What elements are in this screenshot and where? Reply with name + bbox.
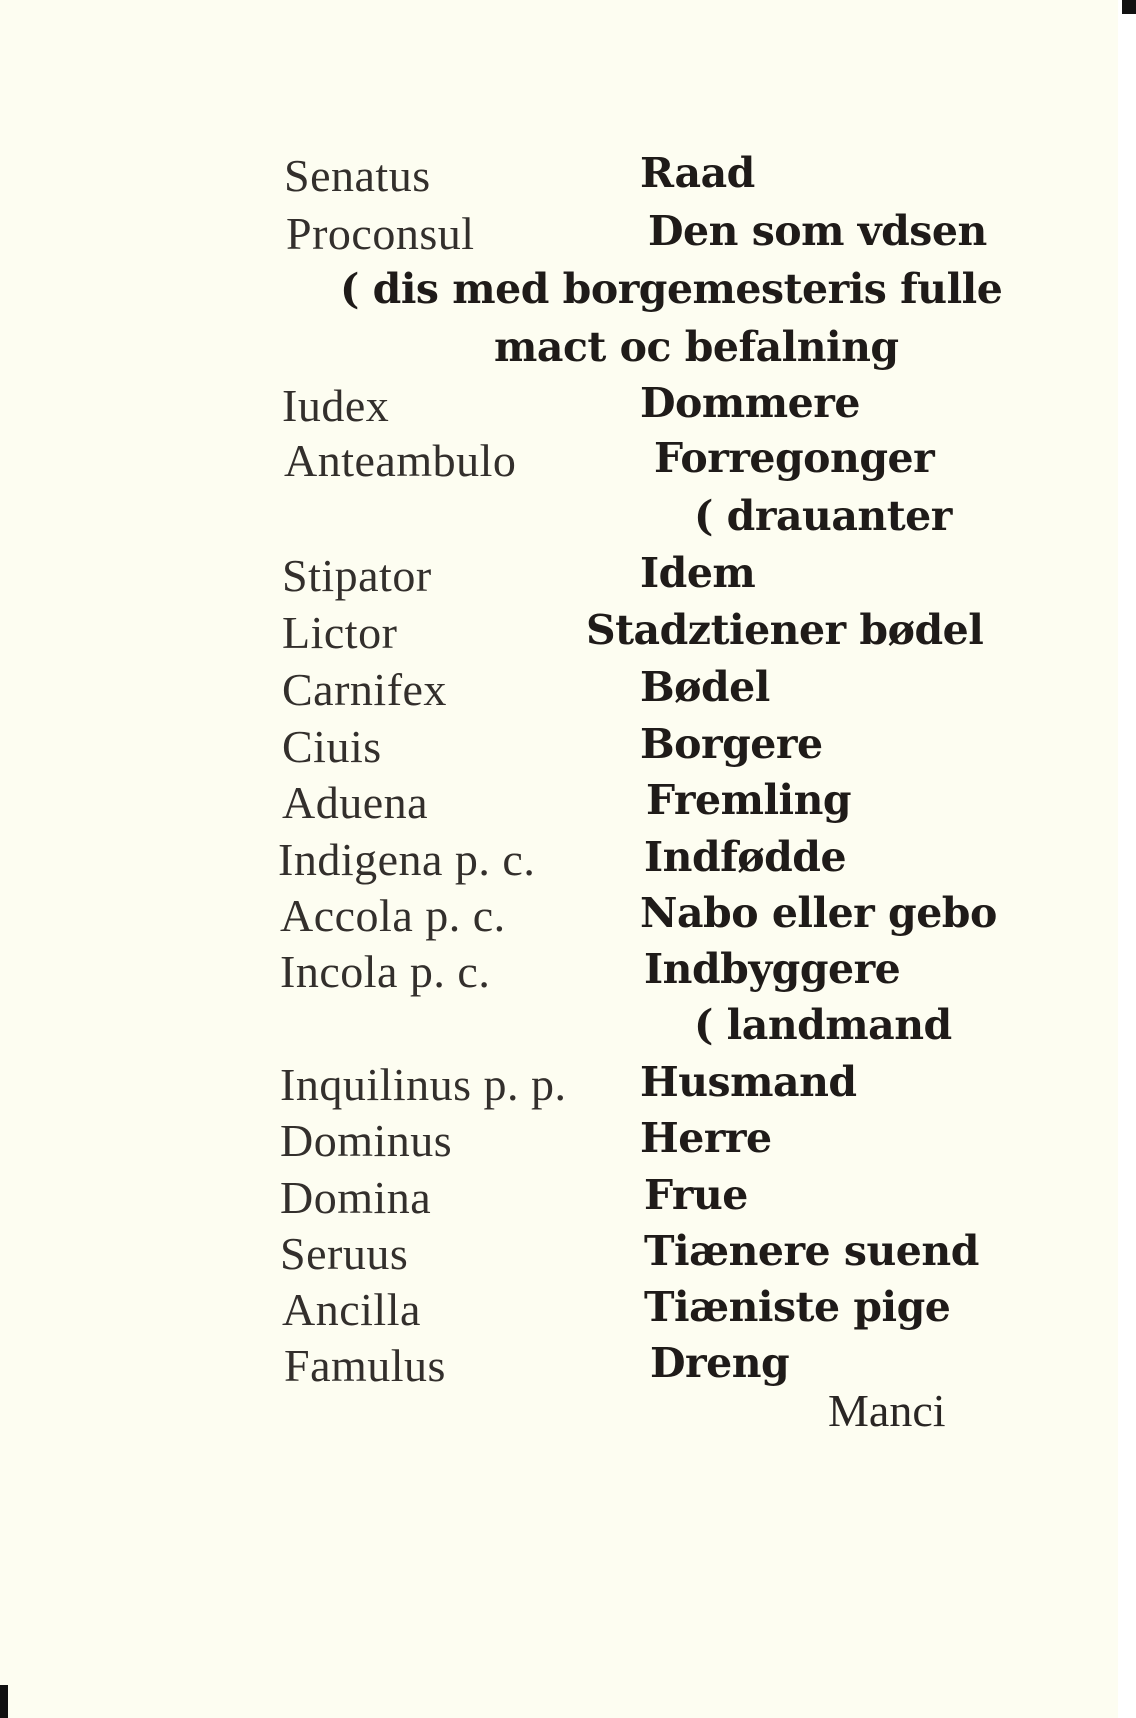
latin-term: Proconsul — [286, 208, 475, 259]
scan-edge-mark — [0, 1685, 8, 1718]
danish-term: Borgere — [640, 720, 823, 768]
danish-term: Indbyggere — [644, 945, 901, 993]
danish-term: Herre — [640, 1114, 772, 1162]
danish-term: Den som vdsen — [648, 207, 987, 255]
latin-term: Stipator — [282, 550, 432, 601]
danish-term: Tiæniste pige — [644, 1283, 951, 1331]
danish-term: Dreng — [650, 1339, 790, 1387]
latin-term: Lictor — [282, 607, 398, 658]
latin-term: Incola p. c. — [280, 946, 491, 997]
danish-continuation: ( drauanter — [694, 492, 952, 540]
scan-margin — [1118, 0, 1136, 1718]
latin-term: Aduena — [282, 777, 429, 828]
danish-term: Nabo eller gebo — [640, 889, 997, 937]
scan-corner-mark — [1122, 0, 1136, 14]
latin-term: Carnifex — [282, 664, 447, 715]
latin-term: Accola p. c. — [280, 890, 506, 941]
catchword: Manci — [828, 1385, 946, 1436]
latin-term: Anteambulo — [284, 435, 517, 486]
danish-continuation: ( dis med borgemesteris fulle — [340, 265, 1003, 313]
latin-term: Inquilinus p. p. — [280, 1059, 567, 1110]
danish-term: Tiænere suend — [644, 1227, 979, 1275]
latin-term: Ciuis — [282, 721, 382, 772]
danish-term: Indfødde — [644, 833, 847, 881]
latin-term: Famulus — [284, 1340, 446, 1391]
danish-term: Bødel — [640, 663, 770, 711]
latin-term: Iudex — [282, 380, 390, 431]
latin-term: Domina — [280, 1172, 432, 1223]
danish-continuation: mact oc befalning — [494, 323, 899, 371]
danish-term: Fremling — [646, 776, 852, 824]
danish-term: Husmand — [640, 1058, 857, 1106]
latin-term: Indigena p. c. — [278, 834, 536, 885]
danish-term: Dommere — [640, 379, 860, 427]
danish-term: Frue — [644, 1171, 748, 1219]
latin-term: Senatus — [284, 150, 431, 201]
danish-term: Idem — [640, 549, 756, 597]
danish-term: Stadztiener bødel — [586, 606, 984, 654]
danish-continuation: ( landmand — [694, 1001, 952, 1049]
danish-term: Raad — [640, 149, 755, 197]
latin-term: Dominus — [280, 1115, 453, 1166]
danish-term: Forregonger — [654, 434, 935, 482]
latin-term: Ancilla — [282, 1284, 421, 1335]
latin-term: Seruus — [280, 1228, 409, 1279]
